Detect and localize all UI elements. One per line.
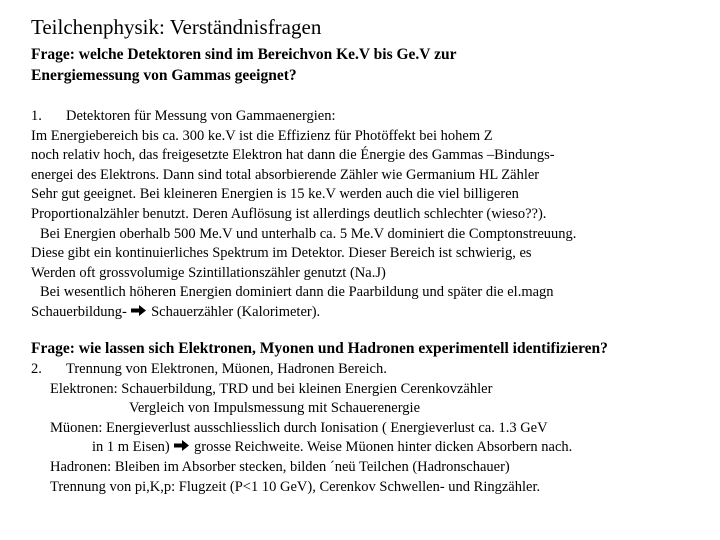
muons-continuation-before: in 1 m Eisen): [92, 439, 170, 456]
answer-2-number: 2.: [31, 361, 42, 377]
answer-1-line: Diese gibt ein kontinuierliches Spektrum im Detektor. Dieser Bereich ist schwierig, es: [31, 245, 532, 262]
question-2: Frage: wie lassen sich Elektronen, Myonen und Hadronen experimentell identifizieren?: [31, 340, 608, 357]
answer-1-last-line: [31, 303, 711, 323]
question-1-line-1: Frage: welche Detektoren sind im Bereichvon Ke.V bis Ge.V zur: [31, 46, 457, 63]
page-title: Teilchenphysik: Verständnisfragen: [31, 15, 322, 39]
answer-1-heading-text: Detektoren für Messung von Gammaenergien:: [66, 108, 336, 124]
right-arrow-icon: [173, 439, 190, 452]
answer-1-line: noch relativ hoch, das freigesetzte Elektron hat dann die Énergie des Gammas –Bindungs-: [31, 147, 555, 164]
answer-1-last-line-before: Schauerbildung-: [31, 303, 127, 320]
hadrons-line: Hadronen: Bleiben im Absorber stecken, bilden ´neü Teilchen (Hadronschauer): [50, 458, 510, 475]
question-1-line-2: Energiemessung von Gammas geeignet?: [31, 67, 297, 84]
electrons-line: Elektronen: Schauerbildung, TRD und bei kleinen Energien Cerenkovzähler: [50, 380, 493, 397]
answer-1-number: 1.: [31, 108, 42, 124]
answer-1-line: Bei wesentlich höheren Energien dominiert dann die Paarbildung und später die el.magn: [40, 284, 554, 301]
answer-1-last-line-after: Schauerzähler (Kalorimeter).: [151, 303, 321, 320]
muons-continuation: [31, 438, 711, 458]
answer-1-line: energei des Elektrons. Dann sind total absorbierende Zähler wie Germanium HL Zähler: [31, 166, 540, 183]
answer-1-line: Im Energiebereich bis ca. 300 ke.V ist die Effizienz für Photöffekt bei hohem Z: [31, 127, 493, 144]
answer-1: [31, 107, 711, 323]
separation-line: Trennung von pi,K,p: Flugzeit (P<1 10 GeV), Cerenkov Schwellen- und Ringzähler.: [50, 478, 541, 495]
answer-1-line: Bei Energien oberhalb 500 Me.V und unterhalb ca. 5 Me.V dominiert die Comptonstreuung.: [40, 225, 577, 242]
answer-2-heading: [31, 360, 711, 380]
electrons-continuation: Vergleich von Impulsmessung mit Schauerenergie: [129, 400, 421, 417]
answer-2: [31, 360, 711, 497]
answer-1-line: Werden oft grossvolumige Szintillationszähler genutzt (Na.J): [31, 264, 386, 281]
answer-1-heading: [31, 107, 711, 127]
answer-1-line: Proportionalzähler benutzt. Deren Auflösung ist allerdings deutlich schlechter (wieso??).: [31, 205, 547, 222]
question-1: [31, 44, 691, 86]
muons-continuation-after: grosse Reichweite. Weise Müonen hinter dicken Absorbern nach.: [193, 439, 573, 456]
muons-line: Müonen: Energieverlust ausschliesslich durch Ionisation ( Energieverlust ca. 1.3 GeV: [50, 419, 548, 436]
answer-1-line: Sehr gut geeignet. Bei kleineren Energien is 15 ke.V werden auch die viel billigeren: [31, 186, 519, 203]
answer-2-heading-text: Trennung von Elektronen, Müonen, Hadronen Bereich.: [66, 361, 387, 377]
right-arrow-icon: [130, 304, 147, 317]
